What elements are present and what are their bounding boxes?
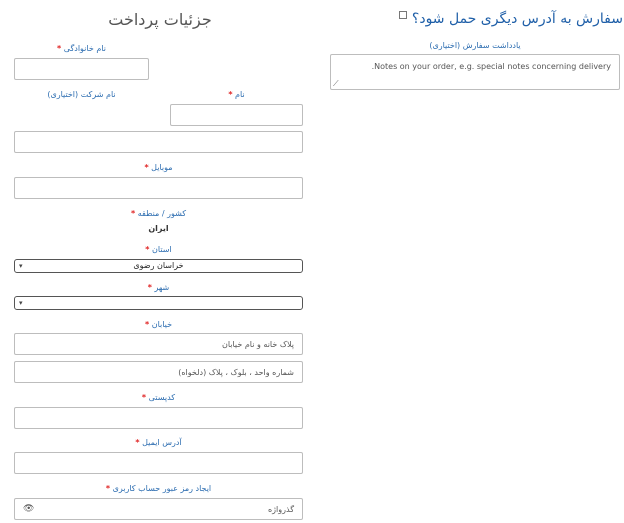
password-input[interactable] [14, 498, 303, 520]
billing-details-heading: جزئیات پرداخت [108, 10, 212, 29]
postcode-input[interactable] [14, 407, 303, 429]
order-notes-placeholder: Notes on your order, e.g. special notes concerning delivery. [371, 62, 611, 71]
last-name-label: نام خانوادگی * [57, 44, 106, 53]
postcode-label: کدپستی * [141, 393, 176, 402]
chevron-down-icon: ▾ [19, 299, 23, 307]
company-label: نام شرکت (اختیاری) [47, 90, 116, 99]
chevron-down-icon: ▾ [19, 262, 23, 270]
street-label: خیابان * [144, 320, 173, 329]
country-label: کشور / منطقه * [130, 209, 187, 218]
order-notes-textarea[interactable] [330, 54, 620, 90]
ship-to-different-address-heading: سفارش به آدرس دیگری حمل شود؟ [411, 11, 623, 27]
password-label: ایجاد رمز عبور حساب کاربری * [105, 484, 212, 493]
email-label: آدرس ایمیل * [135, 438, 182, 447]
street-placeholder: پلاک خانه و نام خیابان [221, 339, 294, 349]
unit-placeholder: شماره واحد ، بلوک ، پلاک (دلخواه) [178, 367, 294, 377]
ship-to-different-address-checkbox[interactable] [399, 11, 407, 19]
mobile-label: موبایل * [144, 163, 173, 172]
city-label: شهر * [147, 283, 170, 292]
company-input[interactable] [14, 131, 303, 153]
state-select[interactable] [14, 259, 303, 273]
state-selected-value: خراسان رضوی [133, 261, 184, 270]
ship-to-different-address[interactable] [395, 8, 623, 27]
mobile-input[interactable] [14, 177, 303, 199]
city-select[interactable] [14, 296, 303, 310]
password-placeholder: گذرواژه [267, 504, 294, 514]
eye-icon[interactable]: 👁 [23, 504, 35, 514]
country-value: ایران [148, 224, 169, 233]
resize-grip-icon[interactable]: ⟋ [333, 79, 339, 88]
street-input[interactable] [14, 333, 303, 355]
first-name-input[interactable] [170, 104, 303, 126]
state-label: استان * [145, 245, 172, 254]
first-name-label: نام * [228, 90, 245, 99]
unit-input[interactable] [14, 361, 303, 383]
last-name-input[interactable] [14, 58, 149, 80]
email-input[interactable] [14, 452, 303, 474]
order-notes-label: یادداشت سفارش (اختیاری) [429, 41, 521, 50]
